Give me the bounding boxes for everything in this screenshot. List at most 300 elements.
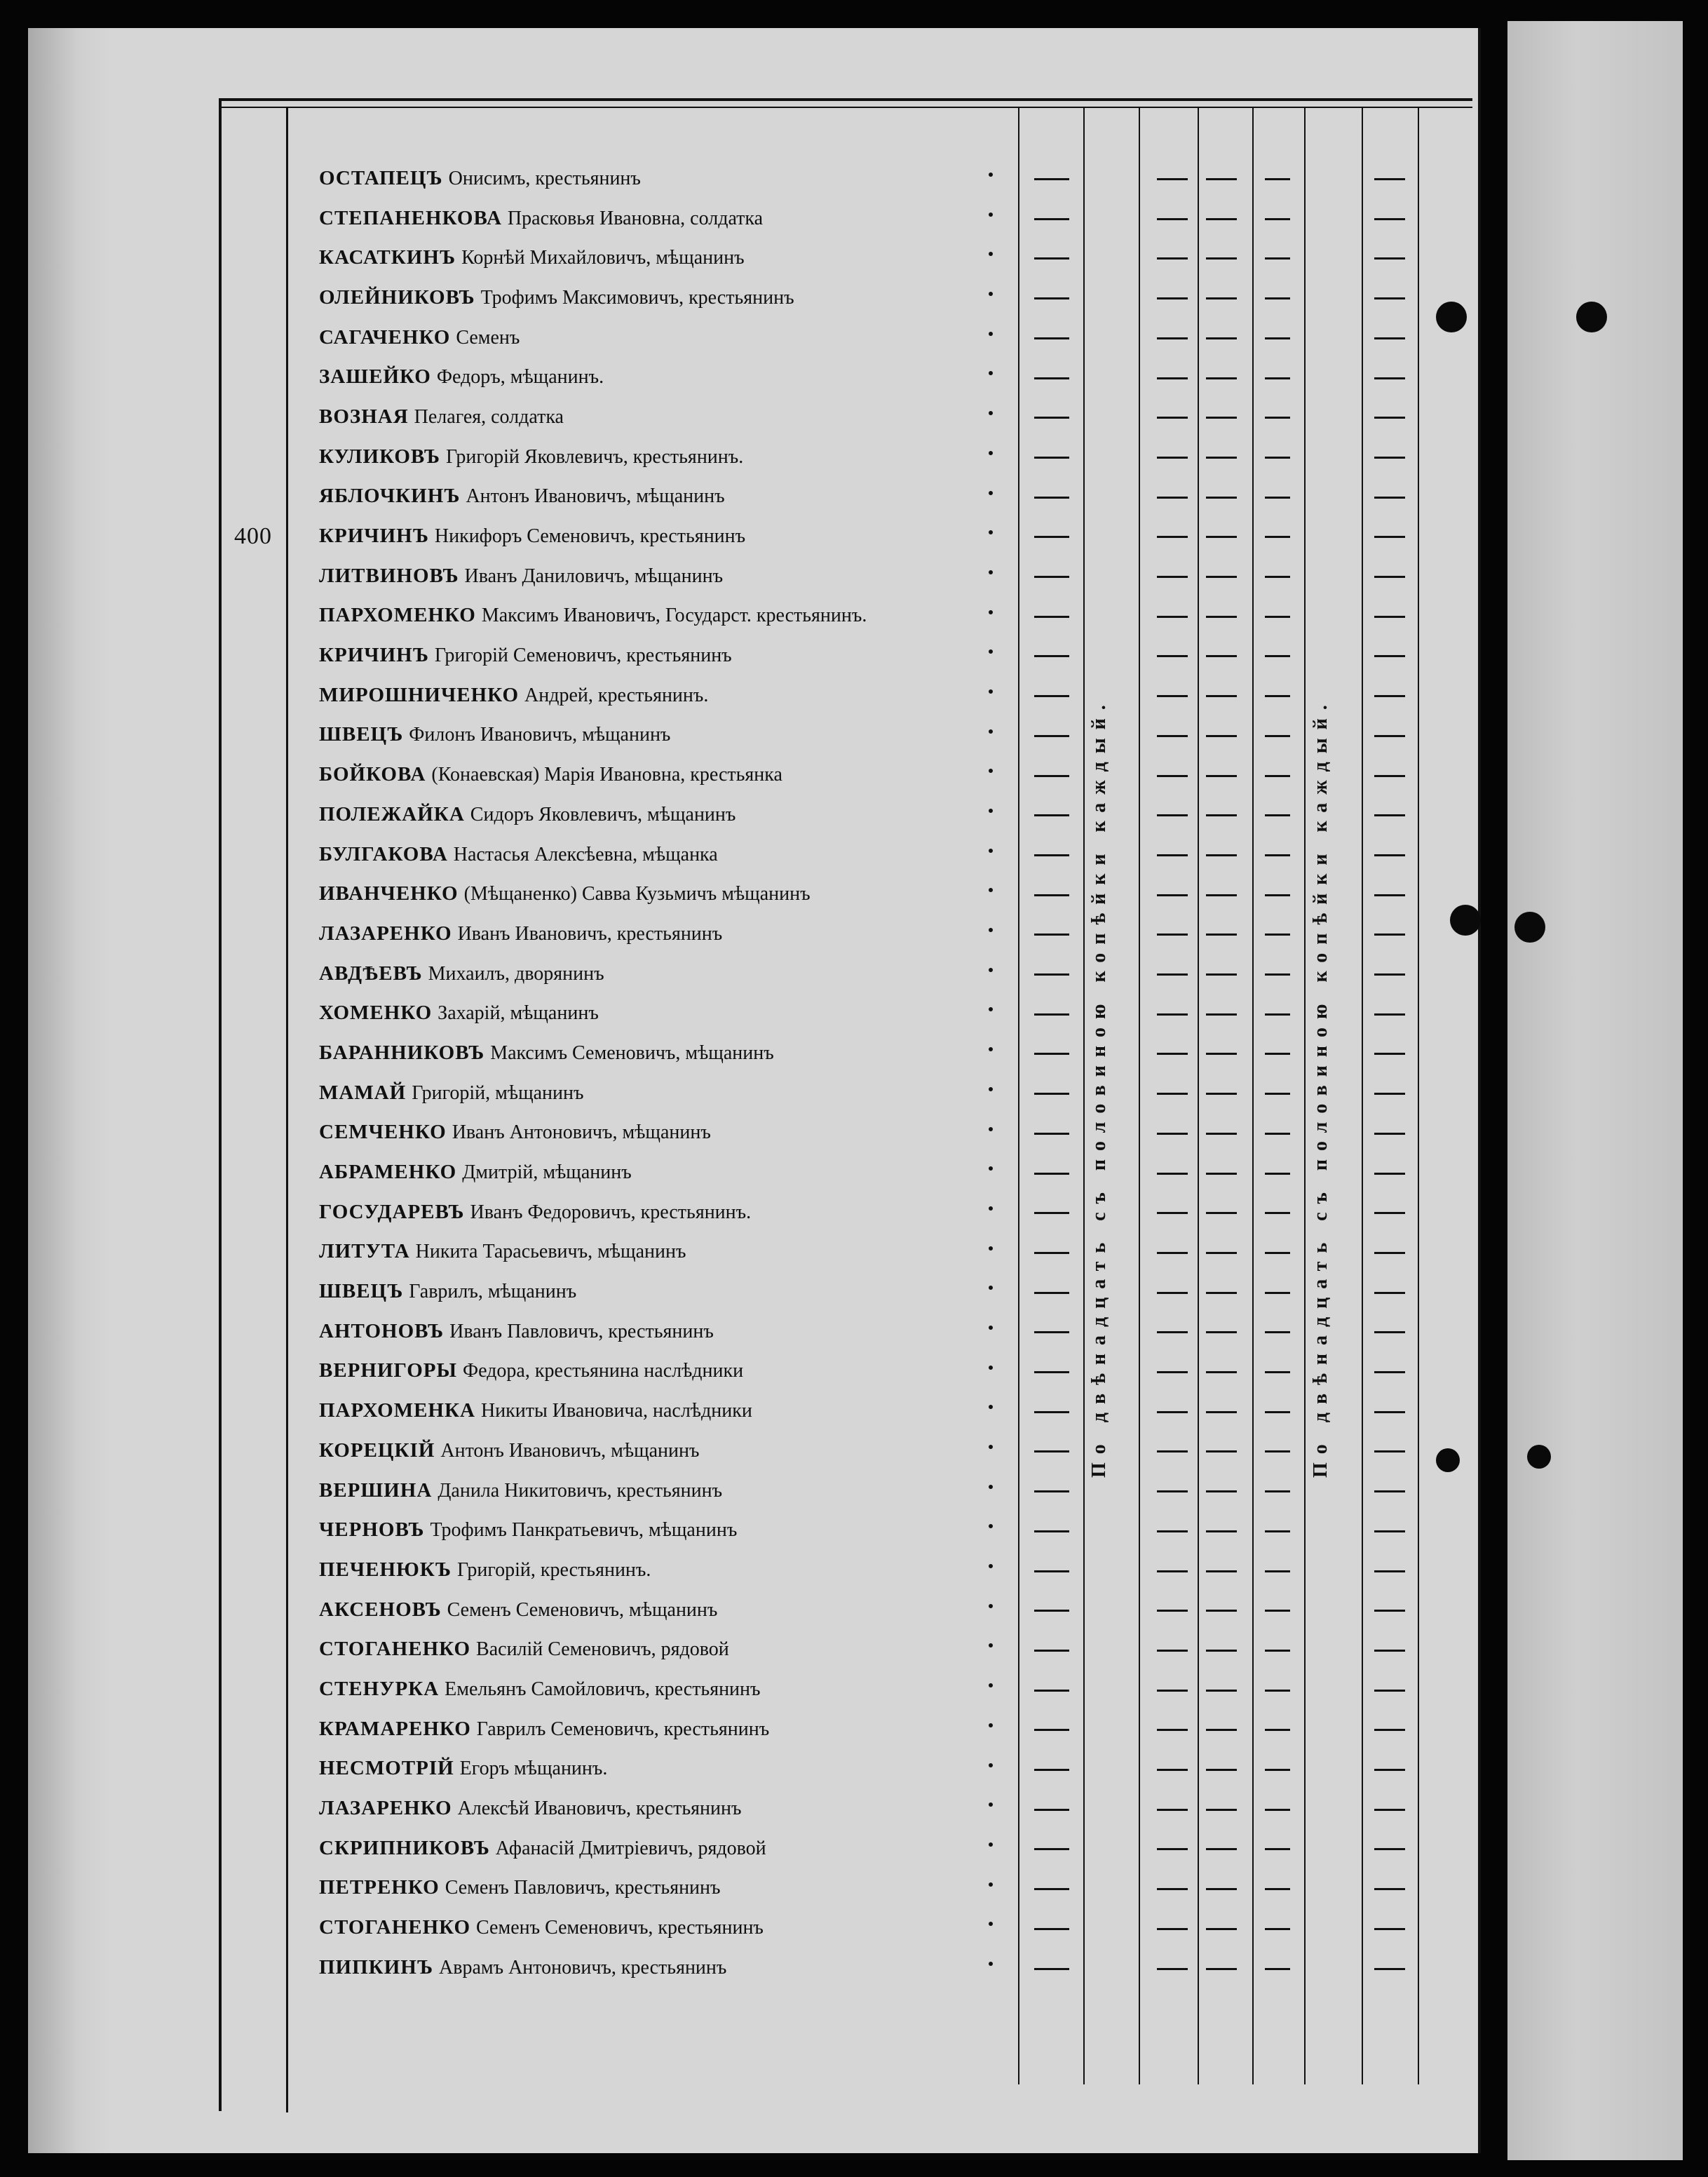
amount-dash [1265,417,1290,419]
leader-dot [989,1723,993,1727]
entry-details: Семенъ Семеновичъ, мѣщанинъ [447,1598,718,1621]
amount-dash [1374,934,1405,936]
amount-dash [1265,1769,1290,1771]
register-row [319,1192,1020,1232]
entry-surname: НЕСМОТРІЙ [319,1757,454,1780]
amount-dash [1374,1053,1405,1055]
amount-dash [1374,655,1405,657]
amount-dash [1265,1610,1290,1612]
entry-surname: АКСЕНОВЪ [319,1598,442,1621]
table-left-rule [219,98,222,2111]
amount-dash [1374,973,1405,976]
table-top-rule-thin [219,107,1472,108]
entry-surname: ОСТАПЕЦЪ [319,166,443,189]
amount-dash [1265,934,1290,936]
amount-dash [1374,1450,1405,1453]
amount-dash [1206,1769,1237,1771]
register-row [319,835,1020,875]
amount-dash [1157,1610,1188,1612]
entry-details: Иванъ Ивановичъ, крестьянинъ [457,922,723,945]
entry-surname: ХОМЕНКО [319,1002,433,1025]
amount-dash [1265,973,1290,976]
entry-details: Семенъ Павловичъ, крестьянинъ [445,1877,721,1899]
entry-details: Аврамъ Антоновичъ, крестьянинъ [439,1956,727,1979]
leader-dot [989,649,993,654]
amount-dash [1157,1013,1188,1016]
amount-dash [1157,218,1188,220]
amount-dash [1265,1173,1290,1175]
amount-dash [1265,497,1290,499]
amount-dash [1157,1928,1188,1930]
entry-surname: АБРАМЕНКО [319,1161,457,1184]
amount-dash [1265,1013,1290,1016]
amount-dash [1206,814,1237,816]
register-row [319,1908,1020,1948]
leader-dot [989,1127,993,1131]
leader-dot [989,1842,993,1847]
entry-details: Алексѣй Ивановичъ, крестьянинъ [457,1798,742,1820]
amount-dash [1374,1530,1405,1532]
leader-dot [989,1643,993,1647]
register-row [319,1550,1020,1590]
entry-surname: СТОГАНЕНКО [319,1916,471,1939]
payment-note-column-2: По двѣнадцать съ половиною копѣйки каждый. [1310,696,1331,1478]
entry-details: Михаилъ, дворянинъ [428,962,604,985]
entry-details: Максимъ Ивановичъ, Государст. крестьянинъ. [481,605,867,627]
entry-surname: СТЕНУРКА [319,1677,440,1700]
amount-dash [1034,1093,1069,1095]
entry-surname: БУЛГАКОВА [319,842,448,865]
amount-dash [1374,576,1405,578]
entry-surname: САГАЧЕНКО [319,325,451,349]
entry-details: (Конаевская) Марія Ивановна, крестьянка [431,764,782,786]
amount-dash [1206,1888,1237,1890]
amount-dash [1034,257,1069,260]
amount-dash [1374,1252,1405,1254]
amount-dash [1206,655,1237,657]
register-row [319,1510,1020,1550]
amount-dash [1206,1292,1237,1294]
amount-dash [1206,536,1237,538]
register-row [319,1868,1020,1908]
amount-dash [1265,695,1290,697]
amount-dash [1374,457,1405,459]
leader-dot [989,928,993,932]
entry-surname: ЛАЗАРЕНКО [319,1797,452,1820]
amount-dash [1034,775,1069,777]
entry-surname: ЛИТУТА [319,1240,410,1263]
entry-details: Дмитрій, мѣщанинъ [462,1161,632,1184]
payment-note-column-1: По двѣнадцать съ половиною копѣйки каждый. [1088,696,1110,1478]
amount-dash [1374,1411,1405,1413]
register-row [319,914,1020,954]
amount-dash [1034,218,1069,220]
register-row [319,1788,1020,1828]
entry-surname: ЛИТВИНОВЪ [319,564,459,587]
binding-hole [1576,302,1607,332]
register-row [319,278,1020,318]
leader-dot [989,530,993,534]
register-row [319,874,1020,914]
leader-dot [989,1962,993,1966]
amount-dash [1374,1968,1405,1970]
amount-dash [1206,616,1237,618]
leader-dot [989,1763,993,1767]
amount-dash [1034,1729,1069,1731]
leader-dot [989,213,993,217]
amount-dash [1265,655,1290,657]
amount-dash [1157,1450,1188,1453]
entry-surname: ВЕРНИГОРЫ [319,1359,457,1382]
entry-details: Григорій Семеновичъ, крестьянинъ [434,645,732,667]
amount-dash [1157,854,1188,856]
amount-dash [1265,1252,1290,1254]
amount-dash [1206,257,1237,260]
amount-dash [1157,695,1188,697]
leader-dot [989,332,993,336]
leader-dot [989,1922,993,1926]
entry-surname: ГОСУДАРЕВЪ [319,1200,465,1223]
entry-surname: КОРЕЦКІЙ [319,1438,435,1462]
amount-dash [1034,1411,1069,1413]
amount-dash [1265,457,1290,459]
amount-dash [1265,735,1290,737]
amount-dash [1157,973,1188,976]
entry-details: Антонъ Ивановичъ, мѣщанинъ [440,1439,700,1462]
amount-dash [1157,497,1188,499]
amount-dash [1034,894,1069,896]
leader-dot [989,610,993,614]
amount-dash [1265,1450,1290,1453]
leader-dot [989,252,993,256]
amount-dash [1157,297,1188,299]
amount-dash [1157,735,1188,737]
entry-surname: АНТОНОВЪ [319,1319,445,1342]
amount-dash [1034,814,1069,816]
amount-dash [1034,457,1069,459]
amount-dash [1034,1610,1069,1612]
amount-dash [1157,775,1188,777]
entry-details: Егоръ мѣщанинъ. [459,1758,608,1780]
amount-dash [1157,457,1188,459]
binding-hole [1436,302,1467,332]
amount-dash [1157,576,1188,578]
amount-dash [1374,1013,1405,1016]
amount-dash [1265,1371,1290,1373]
entry-details: Корнѣй Михайловичъ, мѣщанинъ [461,247,745,269]
amount-dash [1157,1371,1188,1373]
amount-dash [1157,1570,1188,1572]
entry-surname: АВДѢЕВЪ [319,962,423,985]
entry-surname: КРИЧИНЪ [319,525,429,548]
amount-dash [1206,1610,1237,1612]
amount-dash [1157,1093,1188,1095]
entry-surname: ПИПКИНЪ [319,1955,434,1979]
amount-dash [1206,457,1237,459]
binding-hole [1436,1448,1460,1472]
amount-dash [1206,1928,1237,1930]
entry-surname: СТЕПАНЕНКОВА [319,206,502,229]
amount-dash [1157,1212,1188,1214]
entry-surname: ШВЕЦЪ [319,723,404,746]
amount-dash [1157,1490,1188,1492]
amount-dash [1374,1212,1405,1214]
amount-dash [1374,1888,1405,1890]
register-row [319,1709,1020,1749]
register-row [319,675,1020,715]
amount-dash [1157,178,1188,180]
amount-dash [1157,814,1188,816]
leader-dot [989,1007,993,1011]
amount-dash [1206,1053,1237,1055]
amount-dash [1034,1530,1069,1532]
amount-dash [1034,1331,1069,1333]
amount-dash [1034,1968,1069,1970]
amount-dash [1206,854,1237,856]
amount-dash [1265,1093,1290,1095]
register-row [319,1629,1020,1669]
amount-dash [1034,1809,1069,1811]
leader-dot [989,1047,993,1051]
amount-dash [1374,178,1405,180]
entry-surname: ИВАНЧЕНКО [319,882,459,905]
leader-dot [989,1882,993,1887]
leader-dot [989,729,993,734]
amount-dash [1157,1133,1188,1135]
entry-details: Трофимъ Панкратьевичъ, мѣщанинъ [430,1519,738,1542]
amount-dash [1374,1848,1405,1850]
amount-dash [1034,1292,1069,1294]
amount-dash [1265,854,1290,856]
entry-details: Прасковья Ивановна, солдатка [507,207,763,229]
amount-dash [1034,1371,1069,1373]
amount-dash [1374,218,1405,220]
amount-dash [1157,894,1188,896]
register-row [319,238,1020,278]
amount-dash [1374,695,1405,697]
amount-dash [1157,616,1188,618]
amount-dash [1265,1809,1290,1811]
amount-dash [1206,1570,1237,1572]
entry-surname: БАРАННИКОВЪ [319,1041,485,1064]
amount-dash [1157,1848,1188,1850]
amount-dash [1265,377,1290,379]
amount-dash [1206,1212,1237,1214]
amount-dash [1374,1809,1405,1811]
amount-dash [1265,1331,1290,1333]
amount-dash [1374,337,1405,339]
amount-dash [1374,1769,1405,1771]
amount-dash [1265,814,1290,816]
binding-hole [1527,1445,1551,1469]
amount-dash [1374,377,1405,379]
leader-dot [989,769,993,773]
leader-dot [989,1524,993,1528]
amount-dash [1374,297,1405,299]
register-row [319,556,1020,596]
amount-dash [1206,1173,1237,1175]
leader-dot [989,1564,993,1568]
amount-dash [1374,814,1405,816]
amount-dash [1206,1968,1237,1970]
amount-dash [1374,1650,1405,1652]
entry-details: Настасья Алексѣевна, мѣщанка [453,843,718,865]
leader-dot [989,1683,993,1687]
register-entries [319,159,1020,1988]
amount-dash [1265,576,1290,578]
register-row [319,1431,1020,1471]
amount-dash [1265,1690,1290,1692]
leader-dot [989,888,993,892]
amount-dash [1265,1570,1290,1572]
entry-details: Иванъ Антоновичъ, мѣщанинъ [452,1121,711,1144]
amount-dash [1265,894,1290,896]
amount-dash [1265,337,1290,339]
register-row [319,1352,1020,1391]
entry-surname: СТОГАНЕНКО [319,1638,471,1661]
register-row [319,715,1020,755]
register-row [319,318,1020,358]
entry-details: Федоръ, мѣщанинъ. [436,366,604,389]
binding-hole [1514,912,1545,943]
amount-dash [1265,1530,1290,1532]
entry-details: Гаврилъ, мѣщанинъ [409,1281,577,1303]
amount-dash [1157,1888,1188,1890]
entry-surname: ПЕТРЕНКО [319,1876,440,1899]
leader-dot [989,1802,993,1807]
amount-dash [1034,655,1069,657]
leader-dot [989,1087,993,1091]
entry-surname: МИРОШНИЧЕНКО [319,683,520,706]
table-column-rule [1139,107,1140,2084]
amount-dash [1157,1650,1188,1652]
amount-dash [1034,1690,1069,1692]
amount-dash [1206,1530,1237,1532]
leader-dot [989,1286,993,1290]
register-row [319,1073,1020,1113]
amount-dash [1206,1093,1237,1095]
amount-dash [1034,337,1069,339]
register-row [319,397,1020,437]
amount-dash [1157,1530,1188,1532]
register-row [319,1669,1020,1709]
entry-details: Федора, крестьянина наслѣдники [463,1360,744,1382]
amount-dash [1034,1650,1069,1652]
amount-dash [1265,178,1290,180]
page-fold-line [1478,28,1481,2153]
amount-dash [1206,973,1237,976]
entry-details: Сидоръ Яковлевичъ, мѣщанинъ [470,803,736,825]
leader-dot [989,689,993,694]
amount-dash [1034,1013,1069,1016]
entry-details: Иванъ Федоровичъ, крестьянинъ. [470,1201,752,1223]
entry-details: Иванъ Даниловичъ, мѣщанинъ [464,565,724,587]
entry-details: Максимъ Семеновичъ, мѣщанинъ [490,1042,774,1064]
amount-dash [1206,894,1237,896]
entry-surname: ЯБЛОЧКИНЪ [319,485,461,508]
amount-dash [1265,536,1290,538]
entry-surname: ОЛЕЙНИКОВЪ [319,285,475,309]
amount-dash [1374,1093,1405,1095]
register-row [319,1828,1020,1868]
entry-surname: БОЙКОВА [319,763,426,786]
amount-dash [1206,1490,1237,1492]
amount-dash [1157,1292,1188,1294]
amount-dash [1206,377,1237,379]
leader-dot [989,1206,993,1211]
amount-dash [1157,1690,1188,1692]
amount-dash [1374,1729,1405,1731]
facing-page-stub [1507,21,1683,2160]
amount-dash [1265,1292,1290,1294]
amount-dash [1374,1331,1405,1333]
amount-dash [1265,1928,1290,1930]
leader-dot [989,1326,993,1330]
amount-dash [1034,536,1069,538]
table-column-rule [1083,107,1085,2084]
leader-dot [989,1604,993,1608]
leader-dot [989,1485,993,1489]
register-row [319,1749,1020,1789]
register-row [319,516,1020,556]
number-column-rule [286,107,288,2112]
entry-details: Григорій, крестьянинъ. [456,1558,651,1581]
amount-dash [1034,1848,1069,1850]
amount-dash [1374,1690,1405,1692]
entry-surname: ПАРХОМЕНКА [319,1399,475,1422]
amount-dash [1206,1650,1237,1652]
amount-dash [1206,1252,1237,1254]
amount-dash [1034,1888,1069,1890]
entry-details: Пелагея, солдатка [414,405,564,428]
amount-dash [1265,1411,1290,1413]
amount-dash [1265,257,1290,260]
entry-surname: ВЕРШИНА [319,1478,433,1502]
amount-dash [1034,1769,1069,1771]
amount-dash [1034,1450,1069,1453]
amount-dash [1374,1610,1405,1612]
register-row [319,1312,1020,1352]
amount-dash [1034,417,1069,419]
register-row [319,993,1020,1033]
amount-dash [1157,1809,1188,1811]
amount-dash [1034,1173,1069,1175]
amount-dash [1157,417,1188,419]
amount-dash [1034,1252,1069,1254]
amount-dash [1034,854,1069,856]
amount-dash [1206,576,1237,578]
amount-dash [1374,1928,1405,1930]
amount-dash [1206,1848,1237,1850]
amount-dash [1157,257,1188,260]
entry-surname: ПЕЧЕНЮКЪ [319,1558,452,1581]
entry-surname: КРИЧИНЪ [319,644,429,667]
entry-surname: СКРИПНИКОВЪ [319,1836,490,1859]
amount-dash [1034,178,1069,180]
amount-dash [1374,894,1405,896]
amount-dash [1157,337,1188,339]
amount-dash [1374,1371,1405,1373]
page-left-edge [28,28,112,2153]
binding-hole [1450,905,1481,936]
amount-dash [1034,973,1069,976]
entry-details: Антонъ Ивановичъ, мѣщанинъ [466,485,725,508]
amount-dash [1206,1331,1237,1333]
entry-details: Гаврилъ Семеновичъ, крестьянинъ [476,1718,770,1740]
entry-surname: КУЛИКОВЪ [319,445,440,468]
amount-dash [1265,1490,1290,1492]
amount-dash [1206,297,1237,299]
